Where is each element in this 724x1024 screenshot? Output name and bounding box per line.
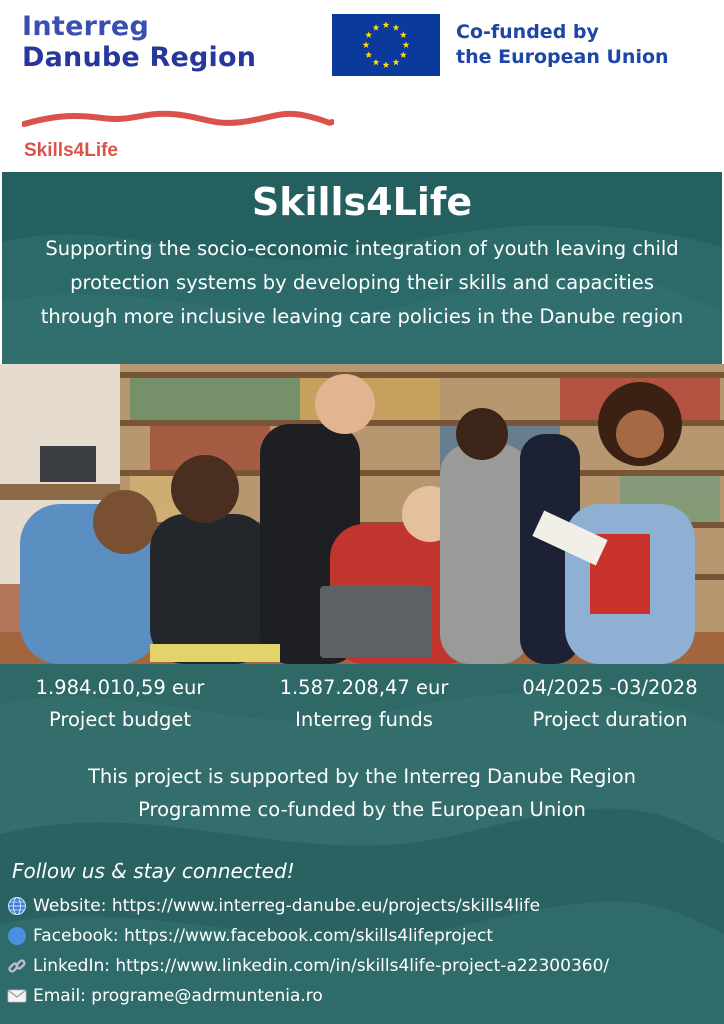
blue-circle-icon: [6, 925, 28, 947]
contact-facebook-text[interactable]: Facebook: https://www.facebook.com/skills4lifeproject: [33, 926, 494, 946]
stat-funds-value: 1.587.208,47 eur: [279, 676, 449, 699]
contact-linkedin[interactable]: [6, 951, 722, 981]
contact-list: [6, 891, 722, 1011]
envelope-icon: [6, 985, 28, 1007]
contact-website[interactable]: [6, 891, 722, 921]
contact-linkedin-text[interactable]: LinkedIn: https://www.linkedin.com/in/skills4life-project-a22300360/: [33, 956, 610, 976]
stat-duration: [494, 672, 724, 736]
stat-budget: [4, 672, 236, 736]
eu-star-icon: [393, 59, 400, 66]
project-subtitle: Supporting the socio-economic integration of youth leaving child protection systems by developing their skills and capacities through more inclusive leaving care policies in the Danube region: [40, 237, 684, 328]
eu-star-icon: [403, 41, 410, 48]
eu-star-icon: [400, 51, 407, 58]
support-statement: [0, 760, 724, 826]
header: [0, 0, 724, 172]
contact-facebook[interactable]: [6, 921, 722, 951]
stat-budget-label: Project budget: [48, 708, 192, 731]
eu-flag-icon: [332, 14, 440, 76]
eu-label-line2: the European Union: [456, 46, 669, 68]
eu-star-icon: [365, 31, 372, 38]
stat-budget-value: 1.984.010,59 eur: [35, 676, 205, 699]
title-banner: [2, 172, 722, 364]
link-icon: [6, 955, 28, 977]
interreg-danube-logo: [22, 12, 312, 74]
support-text: This project is supported by the Interreg Danube Region Programme co-funded by the European Union: [87, 765, 637, 821]
stat-interreg-funds: [248, 672, 480, 736]
eu-star-icon: [383, 61, 390, 68]
contact-website-text[interactable]: Website: https://www.interreg-danube.eu/projects/skills4life: [33, 896, 541, 916]
stat-duration-label: Project duration: [532, 708, 688, 731]
eu-star-icon: [363, 41, 370, 48]
page-title: Skills4Life: [251, 180, 473, 224]
eu-star-icon: [400, 31, 407, 38]
follow-heading: Follow us & stay connected!: [12, 859, 295, 883]
globe-icon: [6, 895, 28, 917]
details-panel: [0, 664, 724, 1024]
wave-line-icon: [22, 102, 334, 136]
eu-label-line1: Co-funded by: [456, 21, 599, 43]
contact-email-text[interactable]: Email: programe@adrmuntenia.ro: [33, 986, 323, 1006]
contact-email[interactable]: [6, 981, 722, 1011]
eu-star-icon: [373, 59, 380, 66]
skills4life-logo-text: Skills4Life: [24, 140, 118, 161]
students-celebrating-photo: [0, 364, 724, 664]
eu-star-icon: [383, 21, 390, 28]
eu-star-icon: [393, 24, 400, 31]
eu-cofunded-label: [456, 20, 669, 70]
skills4life-logo: [22, 102, 334, 164]
eu-star-icon: [373, 24, 380, 31]
interreg-logo-line2: Danube Region: [22, 42, 257, 73]
stat-funds-label: Interreg funds: [295, 708, 433, 731]
stat-duration-value: 04/2025 -03/2028: [522, 676, 698, 699]
interreg-logo-line1: Interreg: [22, 11, 150, 42]
eu-star-icon: [365, 51, 372, 58]
